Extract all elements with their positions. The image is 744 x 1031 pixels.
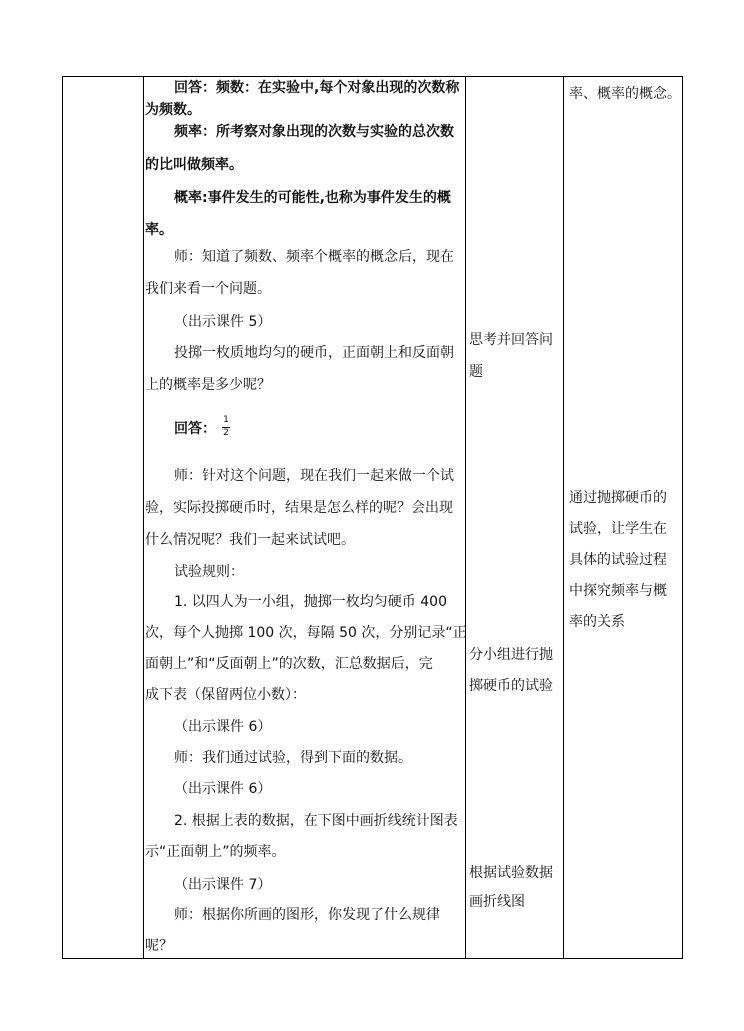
teacher-pattern-line-1: 师：根据你所画的图形，你发现了什么规律 [174, 907, 440, 923]
rule-2-line-1: 2. 根据上表的数据，在下图中画折线统计图表 [174, 813, 458, 829]
student-think-answer-line-1: 思考并回答问 [469, 332, 553, 348]
teacher-pattern-line-2: 呢？ [145, 938, 173, 954]
fraction-numerator: 1 [223, 415, 229, 425]
coin-question-line-2: 上的概率是多少呢？ [145, 377, 271, 393]
answer-frequency-line-2: 为频数。 [145, 102, 201, 118]
table-column-divider-1 [143, 77, 144, 958]
design-intent-line-2: 试验，让学生在 [569, 521, 667, 537]
design-intent-line-5: 率的关系 [569, 614, 625, 630]
table-column-divider-3 [563, 77, 564, 958]
probability-line-2: 率。 [145, 222, 173, 238]
courseware-5-note: （出示课件 5） [174, 314, 272, 330]
student-group-experiment-line-2: 掷硬币的试验 [469, 678, 553, 694]
courseware-7-note: （出示课件 7） [174, 877, 272, 893]
rule-1-line-4: 成下表（保留两位小数）： [145, 687, 306, 703]
teacher-data-line: 师：我们通过试验，得到下面的数据。 [174, 750, 412, 766]
rule-1-line-2: 次，每个人抛掷 100 次，每隔 50 次，分别记录“正 [145, 625, 467, 641]
student-group-experiment-line-1: 分小组进行抛 [469, 647, 553, 663]
student-draw-chart-line-2: 画折线图 [469, 894, 525, 910]
design-intent-line-1: 通过抛掷硬币的 [569, 490, 667, 506]
teacher-experiment-line-3: 什么情况呢？我们一起来试试吧。 [145, 532, 355, 548]
rule-1-line-3: 面朝上”和“反面朝上”的次数，汇总数据后，完 [145, 656, 433, 672]
courseware-6-note-b: （出示课件 6） [174, 781, 272, 797]
student-draw-chart-line-1: 根据试验数据 [469, 865, 553, 881]
table-column-divider-2 [465, 77, 466, 958]
design-intent-concept-line: 率、概率的概念。 [569, 86, 681, 102]
rules-title: 试验规则： [174, 564, 244, 580]
answer-label: 回答： [174, 421, 216, 437]
design-intent-line-4: 中探究频率与概 [569, 583, 667, 599]
teacher-experiment-line-1: 师：针对这个问题，现在我们一起来做一个试 [174, 468, 454, 484]
fraction-denominator: 2 [223, 428, 229, 438]
answer-frequency-line-1: 回答：频数：在实验中,每个对象出现的次数称 [174, 80, 460, 96]
courseware-6-note-a: （出示课件 6） [174, 719, 272, 735]
coin-question-line-1: 投掷一枚质地均匀的硬币，正面朝上和反面朝 [174, 345, 454, 361]
frequency-rate-line-1: 频率：所考察对象出现的次数与实验的总次数 [174, 124, 454, 140]
probability-line-1: 概率:事件发生的可能性,也称为事件发生的概 [174, 190, 451, 206]
teacher-intro-line-2: 我们来看一个问题。 [145, 281, 271, 297]
student-think-answer-line-2: 题 [469, 364, 483, 380]
teacher-experiment-line-2: 验，实际投掷硬币时，结果是怎么样的呢？会出现 [145, 500, 453, 516]
frequency-rate-line-2: 的比叫做频率。 [145, 157, 243, 173]
answer-fraction [220, 416, 232, 442]
design-intent-line-3: 具体的试验过程 [569, 552, 667, 568]
teacher-intro-line-1: 师：知道了频数、频率个概率的概念后，现在 [174, 249, 454, 265]
rule-1-line-1: 1. 以四人为一小组，抛掷一枚均匀硬币 400 [174, 594, 447, 610]
rule-2-line-2: 示“正面朝上”的频率。 [145, 844, 286, 860]
